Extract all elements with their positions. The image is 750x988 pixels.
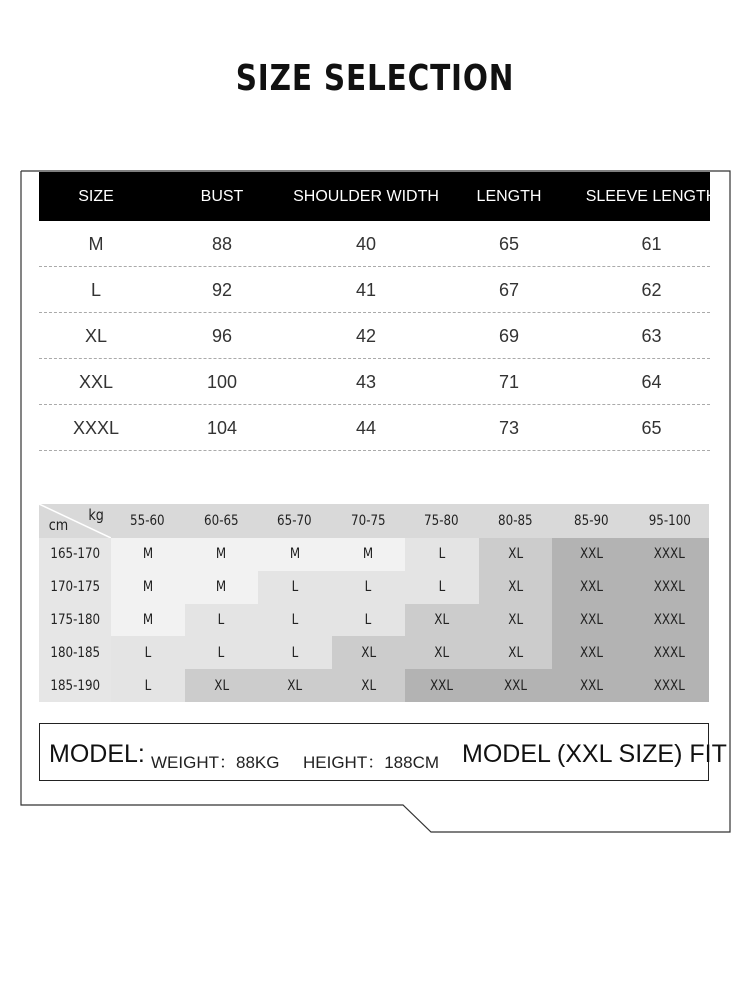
- size-cell-value: XL: [213, 677, 229, 694]
- size-cell: [332, 571, 406, 604]
- size-cell: [258, 538, 332, 571]
- size-cell: [185, 669, 259, 702]
- grid-corner: [39, 504, 111, 538]
- size-cell-value: L: [438, 546, 446, 563]
- size-cell: [111, 571, 185, 604]
- size-cell: [111, 636, 185, 669]
- model-fit: MODEL (XXL SIZE) FIT: [462, 740, 727, 768]
- cell-bust: 104: [206, 418, 238, 438]
- size-table-header: [39, 172, 718, 221]
- size-cell: [552, 538, 630, 571]
- cell-length: 67: [498, 280, 520, 300]
- page-title: SIZE SELECTION: [235, 58, 515, 99]
- table-row: [39, 267, 710, 313]
- size-cell: [479, 538, 553, 571]
- size-cell: [405, 636, 479, 669]
- height-label: [39, 604, 111, 637]
- size-cell-value: XXL: [579, 546, 603, 563]
- model-weight: WEIGHT：88KG: [151, 753, 280, 772]
- cell-size: XXL: [78, 372, 114, 392]
- size-cell-value: XXL: [430, 677, 454, 694]
- cell-sleeve: 65: [641, 418, 662, 438]
- height-label-text: 165-170: [50, 546, 100, 563]
- cell-bust: 100: [206, 372, 238, 392]
- size-cell-value: XL: [434, 611, 450, 628]
- cell-length: 65: [498, 234, 520, 254]
- cell-sleeve: 64: [641, 372, 662, 392]
- table-row: [39, 313, 710, 359]
- weight-header-label: 60-65: [203, 513, 239, 529]
- size-cell: [332, 604, 406, 637]
- model-info-box: [39, 723, 727, 781]
- weight-header: [332, 504, 406, 538]
- size-cell-value: L: [364, 611, 372, 628]
- size-cell: [630, 538, 709, 571]
- height-label-text: 175-180: [50, 611, 100, 628]
- header-shoulder-width: SHOULDER WIDTH: [293, 188, 439, 205]
- cell-length: 69: [498, 326, 520, 346]
- height-label: [39, 538, 111, 571]
- cell-sleeve: 62: [641, 280, 662, 300]
- table-row: [39, 405, 710, 451]
- weight-height-size-grid: [39, 504, 711, 702]
- height-label: [39, 636, 111, 669]
- size-cell: [405, 604, 479, 637]
- size-cell: [185, 604, 259, 637]
- size-cell: [258, 604, 332, 637]
- weight-header-label: 75-80: [424, 513, 460, 529]
- size-cell-value: L: [144, 644, 152, 661]
- table-row: [39, 359, 710, 405]
- size-cell-value: XXL: [503, 677, 527, 694]
- cell-bust: 96: [211, 326, 233, 346]
- size-cell-value: L: [217, 644, 225, 661]
- weight-header-label: 70-75: [350, 513, 386, 529]
- header-length: LENGTH: [476, 188, 542, 205]
- size-cell-value: XXXL: [653, 546, 686, 563]
- size-cell: [552, 604, 630, 637]
- size-cell: [630, 571, 709, 604]
- size-cell-value: XL: [287, 677, 303, 694]
- model-label: MODEL:: [49, 740, 145, 768]
- size-cell-value: XXL: [579, 579, 603, 596]
- table-row: [39, 221, 710, 267]
- weight-header-label: 85-90: [573, 513, 609, 529]
- size-cell-value: XXXL: [653, 677, 686, 694]
- size-cell: [479, 571, 553, 604]
- size-cell: [479, 669, 553, 702]
- size-cell-value: XL: [507, 611, 523, 628]
- size-cell-value: XL: [507, 546, 523, 563]
- size-cell: [332, 636, 406, 669]
- size-cell-value: XL: [360, 677, 376, 694]
- size-cell-value: L: [144, 677, 152, 694]
- size-cell-value: XXL: [579, 644, 603, 661]
- weight-header: [405, 504, 479, 538]
- size-cell-value: L: [291, 579, 299, 596]
- size-cell-value: L: [291, 644, 299, 661]
- height-label: [39, 571, 111, 604]
- size-table: [39, 172, 718, 451]
- cell-size: L: [90, 280, 101, 300]
- height-label-text: 170-175: [50, 579, 100, 596]
- corner-kg-label: kg: [88, 506, 104, 524]
- height-label-text: 185-190: [50, 677, 100, 694]
- header-bust: BUST: [200, 188, 244, 205]
- size-cell-value: XXXL: [653, 579, 686, 596]
- cell-bust: 88: [211, 234, 233, 254]
- height-label: [39, 669, 111, 702]
- model-height: HEIGHT：188CM: [303, 753, 440, 772]
- cell-length: 71: [498, 372, 520, 392]
- size-cell: [630, 636, 709, 669]
- size-cell: [111, 604, 185, 637]
- size-cell: [185, 538, 259, 571]
- size-cell-value: L: [438, 579, 446, 596]
- cell-size: M: [88, 234, 104, 254]
- size-cell: [258, 636, 332, 669]
- cell-bust: 92: [211, 280, 233, 300]
- size-cell: [552, 636, 630, 669]
- weight-header-label: 95-100: [648, 513, 691, 529]
- cell-sleeve: 61: [641, 234, 662, 254]
- size-cell-value: L: [217, 611, 225, 628]
- size-cell: [405, 538, 479, 571]
- weight-header-label: 80-85: [497, 513, 533, 529]
- size-cell-value: L: [291, 611, 299, 628]
- size-cell-value: M: [142, 579, 153, 596]
- size-cell-value: XL: [507, 579, 523, 596]
- height-label-text: 180-185: [50, 644, 100, 661]
- size-cell-value: XL: [507, 644, 523, 661]
- size-cell: [111, 669, 185, 702]
- cell-shoulder: 41: [355, 280, 377, 300]
- header-size: SIZE: [78, 188, 114, 205]
- weight-header: [185, 504, 259, 538]
- size-cell-value: XXL: [579, 677, 603, 694]
- size-cell: [552, 669, 630, 702]
- cell-shoulder: 44: [355, 418, 377, 438]
- size-cell: [405, 669, 479, 702]
- size-cell-value: L: [364, 579, 372, 596]
- size-cell-value: M: [142, 611, 153, 628]
- size-cell: [332, 669, 406, 702]
- size-cell: [258, 669, 332, 702]
- size-cell: [185, 571, 259, 604]
- size-cell-value: M: [363, 546, 374, 563]
- cell-size: XL: [84, 326, 108, 346]
- size-cell: [630, 669, 709, 702]
- size-cell-value: M: [216, 546, 227, 563]
- weight-header: [479, 504, 553, 538]
- size-cell: [630, 604, 709, 637]
- size-cell: [479, 604, 553, 637]
- weight-header: [630, 504, 709, 538]
- size-cell: [258, 571, 332, 604]
- size-cell: [332, 538, 406, 571]
- cell-shoulder: 42: [355, 326, 377, 346]
- cell-length: 73: [498, 418, 520, 438]
- weight-header-label: 55-60: [130, 513, 166, 529]
- size-cell: [552, 571, 630, 604]
- size-cell-value: M: [289, 546, 300, 563]
- weight-header: [258, 504, 332, 538]
- cell-shoulder: 43: [355, 372, 377, 392]
- header-sleeve-length: SLEEVE LENGTH: [585, 188, 718, 205]
- weight-header: [552, 504, 630, 538]
- size-cell-value: M: [142, 546, 153, 563]
- size-cell-value: M: [216, 579, 227, 596]
- size-cell: [479, 636, 553, 669]
- cell-size: XXXL: [72, 418, 120, 438]
- weight-header: [111, 504, 185, 538]
- size-cell-value: XXXL: [653, 644, 686, 661]
- size-cell: [111, 538, 185, 571]
- size-cell-value: XXXL: [653, 611, 686, 628]
- cell-sleeve: 63: [641, 326, 662, 346]
- size-cell: [405, 571, 479, 604]
- size-cell-value: XXL: [579, 611, 603, 628]
- weight-header-label: 65-70: [277, 513, 313, 529]
- corner-cm-label: cm: [48, 516, 69, 534]
- size-cell-value: XL: [360, 644, 376, 661]
- cell-shoulder: 40: [355, 234, 377, 254]
- size-cell-value: XL: [434, 644, 450, 661]
- size-cell: [185, 636, 259, 669]
